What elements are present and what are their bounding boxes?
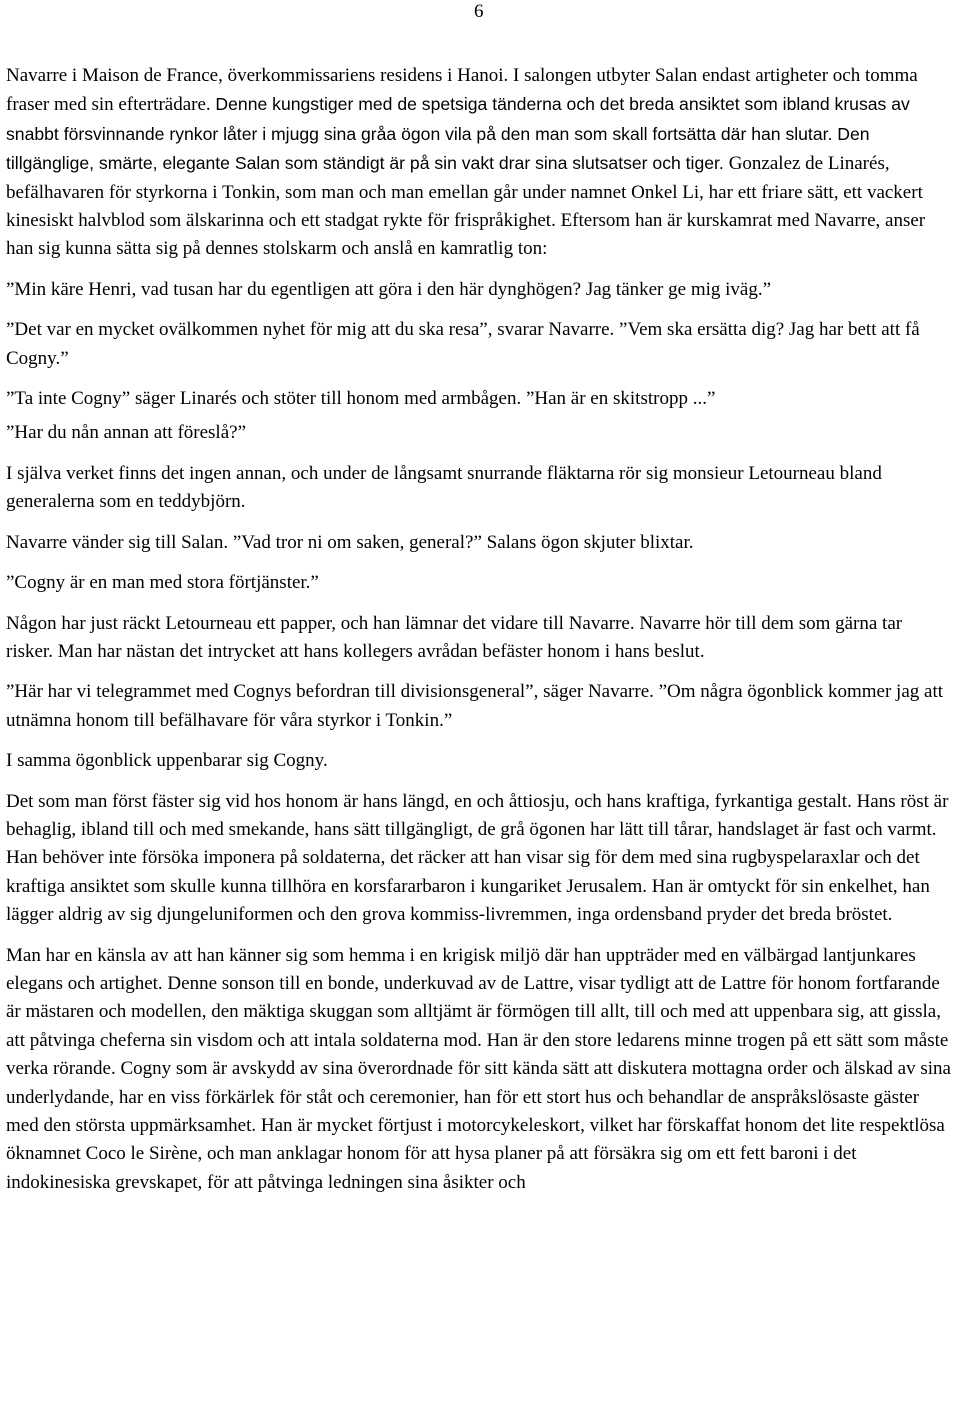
paragraph <box>6 62 952 264</box>
paragraph <box>6 678 952 735</box>
paragraph <box>6 788 952 930</box>
paragraph-text: ”Här har vi telegrammet med Cognys befordran till divisionsgeneral”, säger Navarre. ”Om några ögonblick kommer jag att utnämna honom till befälhavare för våra styrkor i Tonkin.” <box>6 681 944 731</box>
paragraph-text: ”Har du nån annan att föreslå?” <box>6 422 247 444</box>
paragraph <box>6 529 952 557</box>
paragraph-text: I själva verket finns det ingen annan, och under de långsamt snurrande fläktarna rör sig monsieur Letourneau bland generalerna som en teddybjörn. <box>6 462 882 513</box>
page-number: 6 <box>474 1 484 22</box>
paragraph-text: Denne kungstiger med de spetsiga tänderna och det breda ansiktet som ibland krusas av snabbt försvinnande rynkor låter i mjugg sina gråa ögon vila på den man som skall fortsätta där han slutar. Den tillgänglige, smärte, elegante Salan som ständigt är på sin vakt drar sina slutsatser och tiger. <box>6 94 910 174</box>
paragraph <box>6 942 952 1198</box>
paragraph <box>6 276 952 304</box>
paragraph-text: Det som man först fäster sig vid hos honom är hans längd, en och åttiosju, och hans kraftiga, fyrkantiga gestalt. Hans röst är behaglig, ibland till och med smekande, hans sätt tillgängligt, de grå ögonen har lätt till tårar, handslaget är fast och varmt. Han behöver inte försöka imponera på soldaterna, det räcker att han visar sig för dem med sina rugbyspelaraxlar och det kraftiga ansiktet som skulle kunna tillhöra en korsfararbaron i kungariket Jerusalem. Han är omtyckt för sin enkelhet, han lägger aldrig av sig djungeluniformen och den grova kommiss-livremmen, inga ordensband pryder det breda bröstet. <box>6 790 949 926</box>
paragraph <box>6 747 952 775</box>
paragraph <box>6 385 952 413</box>
paragraph-text: I samma ögonblick uppenbarar sig Cogny. <box>6 750 328 772</box>
paragraph-text: ”Cogny är en man med stora förtjänster.” <box>6 572 319 594</box>
paragraph-text: ”Det var en mycket ovälkommen nyhet för mig att du ska resa”, svarar Navarre. ”Vem ska ersätta dig? Jag har bett att få Cogny.” <box>6 319 920 369</box>
paragraph-text: ”Ta inte Cogny” säger Linarés och stöter till honom med armbågen. ”Han är en skitstropp ...” <box>6 388 716 410</box>
paragraph <box>6 610 952 667</box>
paragraph <box>6 419 952 447</box>
paragraph-text: Man har en känsla av att han känner sig som hemma i en krigisk miljö där han uppträder med en välbärgad lantjunkares elegans och artighet. Denne sonson till en bonde, underkuvad av de Lattre, visar tydligt att de Lattre för honom fortfarande är mästaren och modellen, den mäktiga skuggan som alltjämt är förmögen till allt, till och med att uppenbara sig, att gissla, att påtvinga cheferna sin visdom och att intala soldaterna mod. Han är den store ledarens minne trogen på ett sätt som måste verka rörande. Cogny som är avskydd av sina överordnade för sitt kända sätt att diskutera mottagna order och älskad av sina underlydande, har en viss förkärlek för ståt och ceremonier, han för ett stort hus och behandlar de anspråkslösaste gäster med den största uppmärksamhet. Han är mycket förtjust i motorcykeleskort, vilket har förskaffat honom det lite respektlösa öknamnet Coco le Sirène, och man anklagar honom för att hysa planer på att försäkra sig om ett fett baroni i det indokinesiska grevskapet, för att påtvinga ledningen sina åsikter och <box>6 944 951 1193</box>
paragraph <box>6 569 952 597</box>
paragraph-text: Navarre vänder sig till Salan. ”Vad tror ni om saken, general?” Salans ögon skjuter blixtar. <box>6 531 694 553</box>
paragraph-text: Någon har just räckt Letourneau ett papper, och han lämnar det vidare till Navarre. Navarre hör till dem som gärna tar risker. Man har nästan det intrycket att hans kollegers avrådan befäster honom i hans beslut. <box>6 612 903 662</box>
paragraph <box>6 316 952 373</box>
paragraph <box>6 460 952 517</box>
paragraph-text: Navarre i Maison de France, överkommissariens residens i Hanoi. I salongen utbyter Salan endast artigheter och tomma fraser med sin efterträdare. <box>6 65 918 116</box>
document-body <box>6 62 952 1209</box>
paragraph-text: Gonzalez de Linarés, befälhavaren för styrkorna i Tonkin, som man och man emellan går under namnet Onkel Li, har ett friare sätt, ett vackert kinesiskt halvblod som älskarinna och ett stadgat rykte för frispråkighet. Eftersom han är kurskamrat med Navarre, anser han sig kunna sätta sig på dennes stolskarm och anslå en kamratlig ton: <box>6 153 926 260</box>
paragraph-text: ”Min käre Henri, vad tusan har du egentligen att göra i den här dynghögen? Jag tänker ge mig iväg.” <box>6 278 772 300</box>
